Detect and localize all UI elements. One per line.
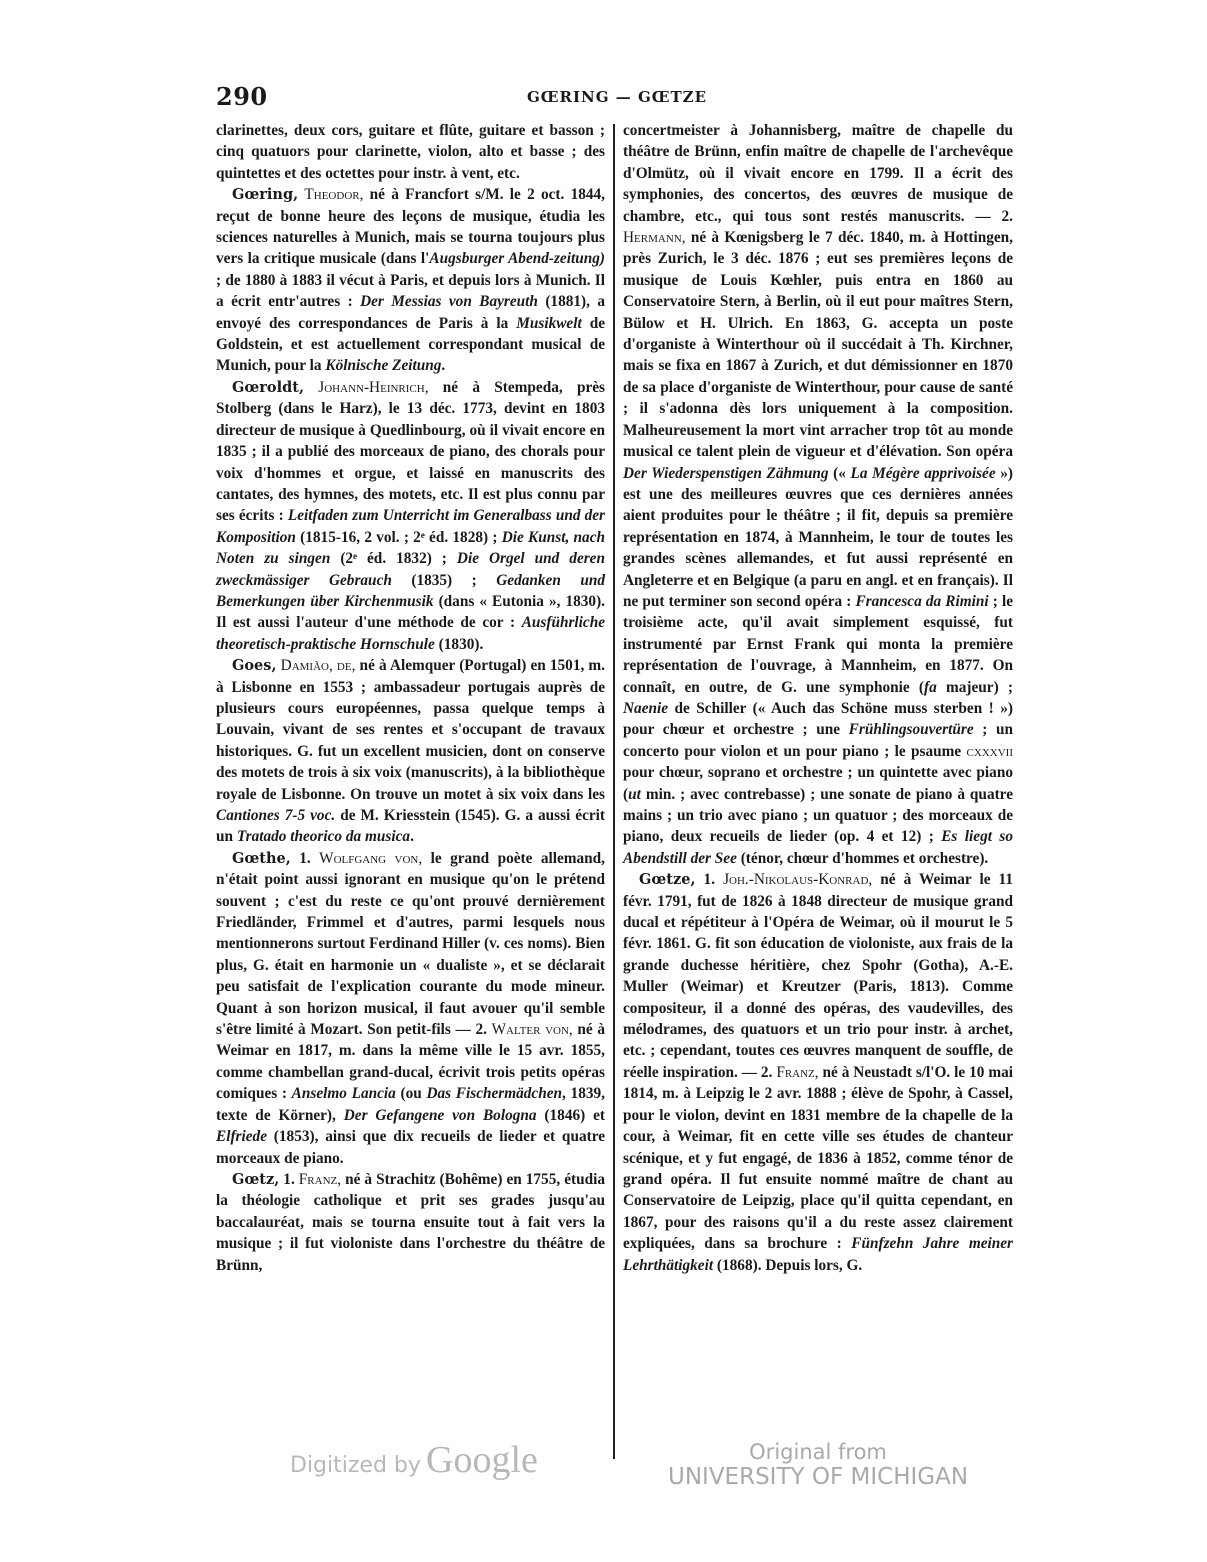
- roman-numeral: cxxxvii: [966, 742, 1013, 760]
- entry-goeroldt: [216, 377, 605, 655]
- work-title: Kölnische Zeitung: [325, 357, 442, 375]
- work-title: Augsburger Abend-zeitung): [429, 250, 605, 268]
- headword: Gœthe,: [232, 849, 291, 867]
- entry-text: de Schiller (« Auch das Schöne muss sterben ! ») pour chœur et orchestre ; une: [623, 699, 1013, 739]
- entry-text: .: [441, 357, 446, 375]
- forename: Hermann,: [623, 229, 686, 247]
- entry-number: 1.: [290, 849, 320, 867]
- work-title: Naenie: [623, 699, 669, 717]
- forename: Franz,: [298, 1170, 342, 1188]
- entry-text: ; le troisième acte, qu'il avait simplement esquissé, fut instrumenté par Ernst Frank qui monta la première représentation de l'ouvrage, à Mannheim, en 1877. On connaît, en outre, de G. une symphonie (: [623, 592, 1013, 696]
- entry-text: .: [410, 828, 414, 846]
- work-title: Elfriede: [216, 1128, 267, 1146]
- right-column: [623, 120, 1013, 1276]
- origin-line-1: Original from: [749, 1440, 887, 1464]
- entry-text: de Goldstein, et est actuellement correspondant musical de Munich, pour la: [216, 314, 605, 375]
- entry-text: (1881), a envoyé des correspondances de Paris à la: [216, 293, 606, 332]
- entry-goetz-continued: [623, 120, 1013, 869]
- entry-text: (1830).: [434, 635, 484, 653]
- entry-text: pour chœur, soprano et orchestre ; un quintette avec piano (: [623, 764, 1013, 803]
- entry-text: de M. Kriesstein (1545). G. a aussi écrit un: [216, 807, 605, 846]
- work-title: Es liegt so Abendstill der See: [623, 828, 1013, 867]
- work-title: fa: [924, 678, 937, 696]
- entry-goetz: [216, 1169, 605, 1276]
- entry-goethe: [216, 848, 605, 1169]
- headword: Goes,: [232, 657, 277, 675]
- entry-text: (ténor, chœur d'hommes et orchestre).: [736, 849, 989, 867]
- work-title: Fünfzehn Jahre meiner Lehrthätigkeit: [623, 1235, 1014, 1274]
- work-title: Die Kunst, nach Noten zu singen: [216, 528, 605, 568]
- watermark-prefix: Digitized by: [290, 1453, 421, 1478]
- entry-text: majeur) ;: [936, 678, 1013, 696]
- work-title: Frühlingsouvertüre: [848, 721, 974, 739]
- work-title: Cantiones 7-5 voc.: [216, 807, 336, 824]
- entry-text: («: [828, 464, 851, 482]
- work-title: Francesca da Rimini: [855, 592, 989, 610]
- work-title: Der Gefangene von Bologna: [343, 1106, 537, 1124]
- left-column: [216, 120, 605, 1276]
- entry-text: né à Weimar en 1817, m. dans la même ville le 15 avr. 1855, comme chambellan grand-ducal, écrivit trois petits opéras comiques :: [216, 1021, 605, 1103]
- entry-number: 1.: [695, 871, 724, 889]
- entry-text: né à Stempeda, près Stolberg (dans le Harz), le 13 déc. 1773, devint en 1803 directeur de musique à Quedlinbourg, où il vivait encore en 1835 ; il a publié des morceaux de piano, des chorals pour voix d'hommes et orgue, et laissé en manuscrits des cantates, des hymnes, des motets, etc. Il est plus connu par ses écrits :: [216, 378, 605, 525]
- forename: Johann-Heinrich,: [318, 378, 429, 396]
- origin-line-2: UNIVERSITY OF MICHIGAN: [668, 1464, 969, 1490]
- entry-text: ; de 1880 à 1883 il vécut à Paris, et depuis lors à Munich. Il a écrit entr'autres :: [216, 271, 605, 311]
- entry-text: min. ; avec contrebasse) ; une sonate de piano à quatre mains ; un trio avec piano ; un quatuor ; des morceaux de piano, deux recueils de lieder (op. 4 et 12) ;: [623, 785, 1013, 846]
- headword: Gœroldt,: [232, 378, 304, 396]
- entry-text: (1853), ainsi que dix recueils de lieder et quatre morceaux de piano.: [216, 1128, 605, 1167]
- forename: Wolfgang von,: [319, 849, 423, 867]
- work-title: La Mégère apprivoisée: [850, 464, 996, 482]
- entry-text: né à Neustadt s/l'O. le 10 mai 1814, m. à Leipzig le 2 avr. 1888 ; élève de Spohr, à Cassel, pour le violon, devint en 1831 membre de la chapelle de la cour, à Weimar, fit en cette ville ses études de chanteur scénique, et y fut engagé, de 1836 à 1852, comme ténor de grand opéra. Il fut ensuite nommé maître de chant au Conservatoire de Leipzig, place qu'il quitta cependant, en 1867, pour des raisons qu'il a du reste assez clairement expliquées, dans sa brochure :: [623, 1063, 1013, 1253]
- entry-text: né à Strachitz (Bohême) en 1755, étudia la théologie catholique et prit ses grades jusqu'au baccalauréat, mais se tourna ensuite tout à fait vers la musique ; il fut violoniste dans l'orchestre du théâtre de Brünn,: [216, 1170, 605, 1274]
- work-title: Musikwelt: [516, 314, 582, 332]
- entry-number: 1.: [279, 1170, 299, 1188]
- entry-text: né à Alemquer (Portugal) en 1501, m. à Lisbonne en 1553 ; ambassadeur portugais auprès de plusieurs cours européennes, passa quelque temps à Louvain, vivant de ses rentes et s'occupant de travaux historiques. G. fut un excellent musicien, dont on conserve des motets de trois à six voix (manuscrits), à la bibliothèque royale de Lisbonne. On trouve un motet à six voix dans les: [216, 657, 606, 803]
- work-title: Das Fischermädchen: [426, 1085, 563, 1103]
- entry-text: (dans « Eutonia », 1830). Il est aussi l'auteur d'une méthode de cor :: [216, 592, 605, 632]
- headword: Gœtze,: [639, 871, 696, 889]
- entry-text: (1846) et: [536, 1106, 605, 1124]
- entry-text: né à Weimar le 11 févr. 1791, fut de 1826 à 1848 directeur de musique grand ducal et répétiteur à l'Opéra de Weimar, où il mourut le 5 févr. 1861. G. fit son éducation de violoniste, aux frais de la grande duchesse héritière, chez Spohr (Gotha), A.-E. Muller (Weimar) et Kreutzer (Paris, 1813). Comme compositeur, il a donné des opéras, des vaudevilles, des mélodrames, des quatuors et un trio pour instr. à archet, etc. ; cependant, toutes ces œuvres manquent de souffle, de réelle inspiration. — 2.: [623, 871, 1013, 1081]
- entry-text: (ou: [395, 1085, 427, 1103]
- entry-text: né à Francfort s/M. le 2 oct. 1844, reçut de bonne heure des leçons de musique, étudia les sciences naturelles à Munich, mais se tourna toujours plus vers la critique musicale (dans l': [216, 186, 605, 268]
- digitized-by-google-watermark: [290, 1438, 538, 1482]
- column-rule: [613, 124, 615, 1459]
- work-title: Der Wiederspenstigen Zähmung: [623, 464, 829, 482]
- entry-text: (1815-16, 2 vol. ; 2ᵉ éd. 1828) ;: [295, 528, 502, 546]
- entry-text: ») est une des meilleures œuvres que ces dernières années aient produites pour le théâtre ; il fit, depuis sa première représentation en 1874, à Mannheim, le tour de toutes les grandes scènes allemandes, et fut aussi représenté en Angleterre et en Belgique (a paru en angl. et en français). Il ne put terminer son second opéra :: [623, 464, 1013, 610]
- continued-paragraph: clarinettes, deux cors, guitare et flûte, guitare et basson ; cinq quatuors pour clarinette, violon, alto et basse ; des quintettes et des octettes pour instr. à vent, etc.: [216, 122, 605, 182]
- work-title: Die Orgel und deren zweckmässiger Gebrauch: [216, 550, 605, 589]
- running-head: GŒRING — GŒTZE: [527, 88, 708, 106]
- work-title: ut: [628, 785, 641, 803]
- google-logo-text: Google: [426, 1439, 538, 1481]
- forename: Walter von,: [491, 1021, 573, 1039]
- entry-text: (1835) ;: [391, 571, 497, 589]
- work-title: Leitfaden zum Unterricht im Generalbass und der Komposition: [216, 507, 606, 546]
- work-title: Tratado theorico da musica: [236, 828, 411, 846]
- work-title: Anselmo Lancia: [291, 1085, 396, 1103]
- page-number: 290: [216, 82, 268, 111]
- headword: Gœring,: [232, 186, 299, 204]
- forename: Theodor,: [304, 186, 364, 204]
- work-title: Der Messias von Bayreuth: [360, 293, 538, 311]
- origin-watermark: [668, 1440, 968, 1490]
- entry-text: né à Kœnigsberg le 7 déc. 1840, m. à Hottingen, près Zurich, le 3 déc. 1876 ; eut ses premières leçons de musique de Louis Kœhler, puis entra en 1860 au Conservatoire Stern, à Berlin, où il eut pour maîtres Stern, Bülow et H. Ulrich. En 1863, G. accepta un poste d'organiste à Winterthour où il succédait à Th. Kirchner, mais se fixa en 1867 à Zurich, et dut démissionner en 1870 de sa place d'organiste de Winterthour, pour cause de santé ; il s'adonna dès lors uniquement à la composition. Malheureusement la mort vint arracher trop tôt au monde musical ce talent plein de vigueur et d'élévation. Son opéra: [623, 229, 1013, 461]
- headword: Gœtz,: [232, 1170, 280, 1188]
- entry-text: le grand poète allemand, n'était point aussi ignorant en musique qu'on le prétend souvent ; c'est du reste ce qu'ont prouvé dernièrement Friedländer, Frimmel et d'autres, parmi lesquels nous mentionnerons surtout Ferdinand Hiller (v. ces noms). Bien plus, G. était en harmonie un « dualiste », et se déclarait peu satisfait de l'explication courante du mode mineur. Quant à son horizon musical, il faut avouer qu'il semble s'être limité à Mozart. Son petit-fils — 2.: [216, 849, 606, 1039]
- entry-text: , 1839, texte de Körner),: [216, 1085, 605, 1124]
- forename: Joh.-Nikolaus-Konrad,: [723, 871, 873, 889]
- entry-text: concertmeister à Johannisberg, maître de chapelle du théâtre de Brünn, enfin maître de chapelle de l'archevêque d'Olmütz, où il vivait encore en 1799. Il a écrit des symphonies, des concertos, des œuvres de musique de chambre, etc., qui tous sont restés manuscrits. — 2.: [623, 122, 1013, 225]
- forename: Franz,: [776, 1063, 819, 1081]
- entry-text: (1868). Depuis lors, G.: [713, 1256, 863, 1274]
- entry-text: (2ᵉ éd. 1832) ;: [330, 550, 457, 568]
- forename: Damião, de,: [280, 657, 356, 675]
- entry-goering: [216, 184, 605, 377]
- work-title: Gedanken und Bemerkungen über Kirchenmusik: [216, 571, 605, 610]
- work-title: Ausführliche theoretisch-praktische Hornschule: [216, 614, 605, 653]
- entry-goes: [216, 655, 605, 848]
- entry-goetze: [623, 869, 1013, 1276]
- entry-text: ; un concerto pour violon et un pour piano ; le psaume: [623, 721, 1013, 760]
